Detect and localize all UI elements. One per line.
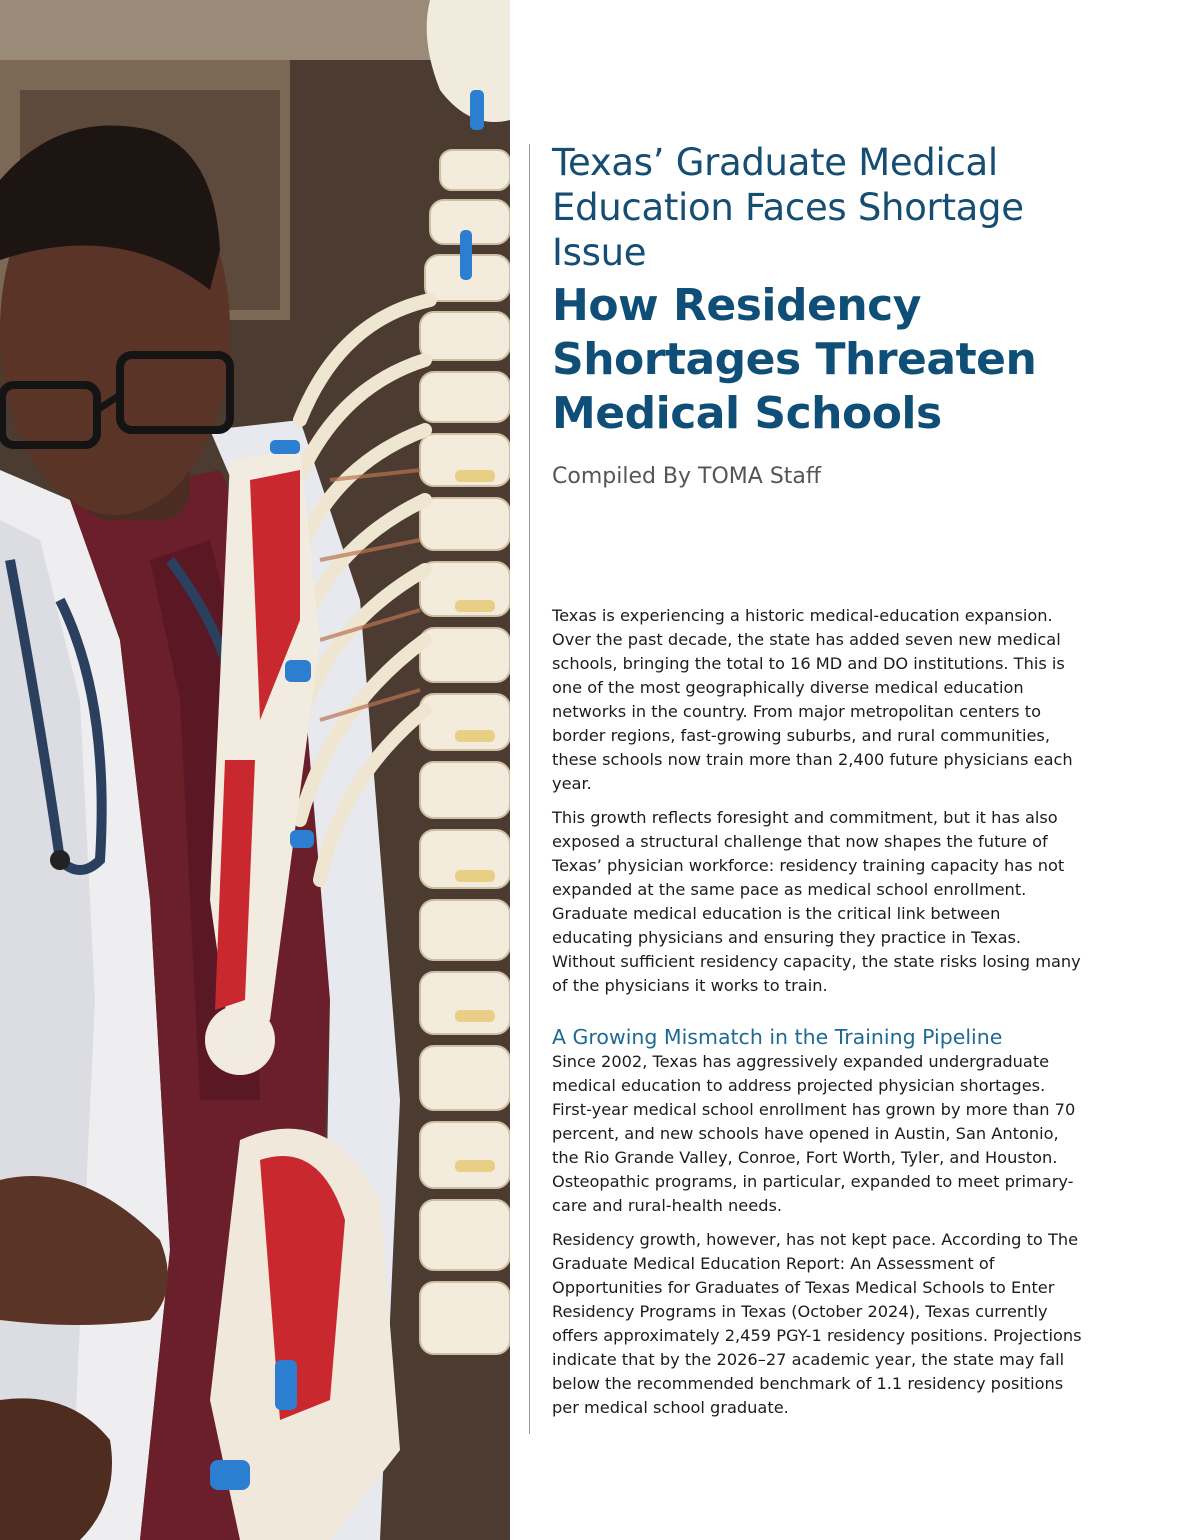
article-body [552, 604, 1082, 1430]
article-headline: How Residency Shortages Threaten Medical Schools [552, 280, 1037, 439]
article-byline: Compiled By TOMA Staff [552, 464, 822, 489]
hero-photo [0, 0, 510, 1540]
student-skeleton-illustration [0, 0, 510, 1540]
body-paragraph: This growth reflects foresight and commitment, but it has also exposed a structural challenge that now shapes the future of Texas’ physician workforce: residency training capacity has not expanded at the same pace as medical school enrollment. Graduate medical education is the critical link between educating physicians and ensuring they practice in Texas. Without sufficient residency capacity, the state risks losing many of the physicians it works to train. [552, 808, 1081, 995]
section-heading: A Growing Mismatch in the Training Pipeline [552, 1025, 1003, 1049]
column-divider [529, 144, 530, 1434]
section-paragraph: Since 2002, Texas has aggressively expanded undergraduate medical education to address projected physician shortages. First-year medical school enrollment has grown by more than 70 percent, and new schools have opened in Austin, San Antonio, the Rio Grande Valley, Conroe, Fort Worth, Tyler, and Houston. Osteopathic programs, in particular, expanded to meet primary-care and rural-health needs. [552, 1052, 1076, 1215]
article-kicker: Texas’ Graduate Medical Education Faces Shortage Issue [552, 141, 1024, 274]
section-paragraph: Residency growth, however, has not kept pace. According to The Graduate Medical Education Report: An Assessment of Opportunities for Graduates of Texas Medical Schools to Enter Residency Programs in Texas (October 2024), Texas currently offers approximately 2,459 PGY-1 residency positions. Projections indicate that by the 2026–27 academic year, the state may fall below the recommended benchmark of 1.1 residency positions per medical school graduate. [552, 1230, 1082, 1417]
body-paragraph: Texas is experiencing a historic medical-education expansion. Over the past decade, the state has added seven new medical schools, bringing the total to 16 MD and DO institutions. This is one of the most geographically diverse medical education networks in the country. From major metropolitan centers to border regions, fast-growing suburbs, and rural communities, these schools now train more than 2,400 future physicians each year. [552, 606, 1073, 793]
title-block [552, 140, 1082, 491]
